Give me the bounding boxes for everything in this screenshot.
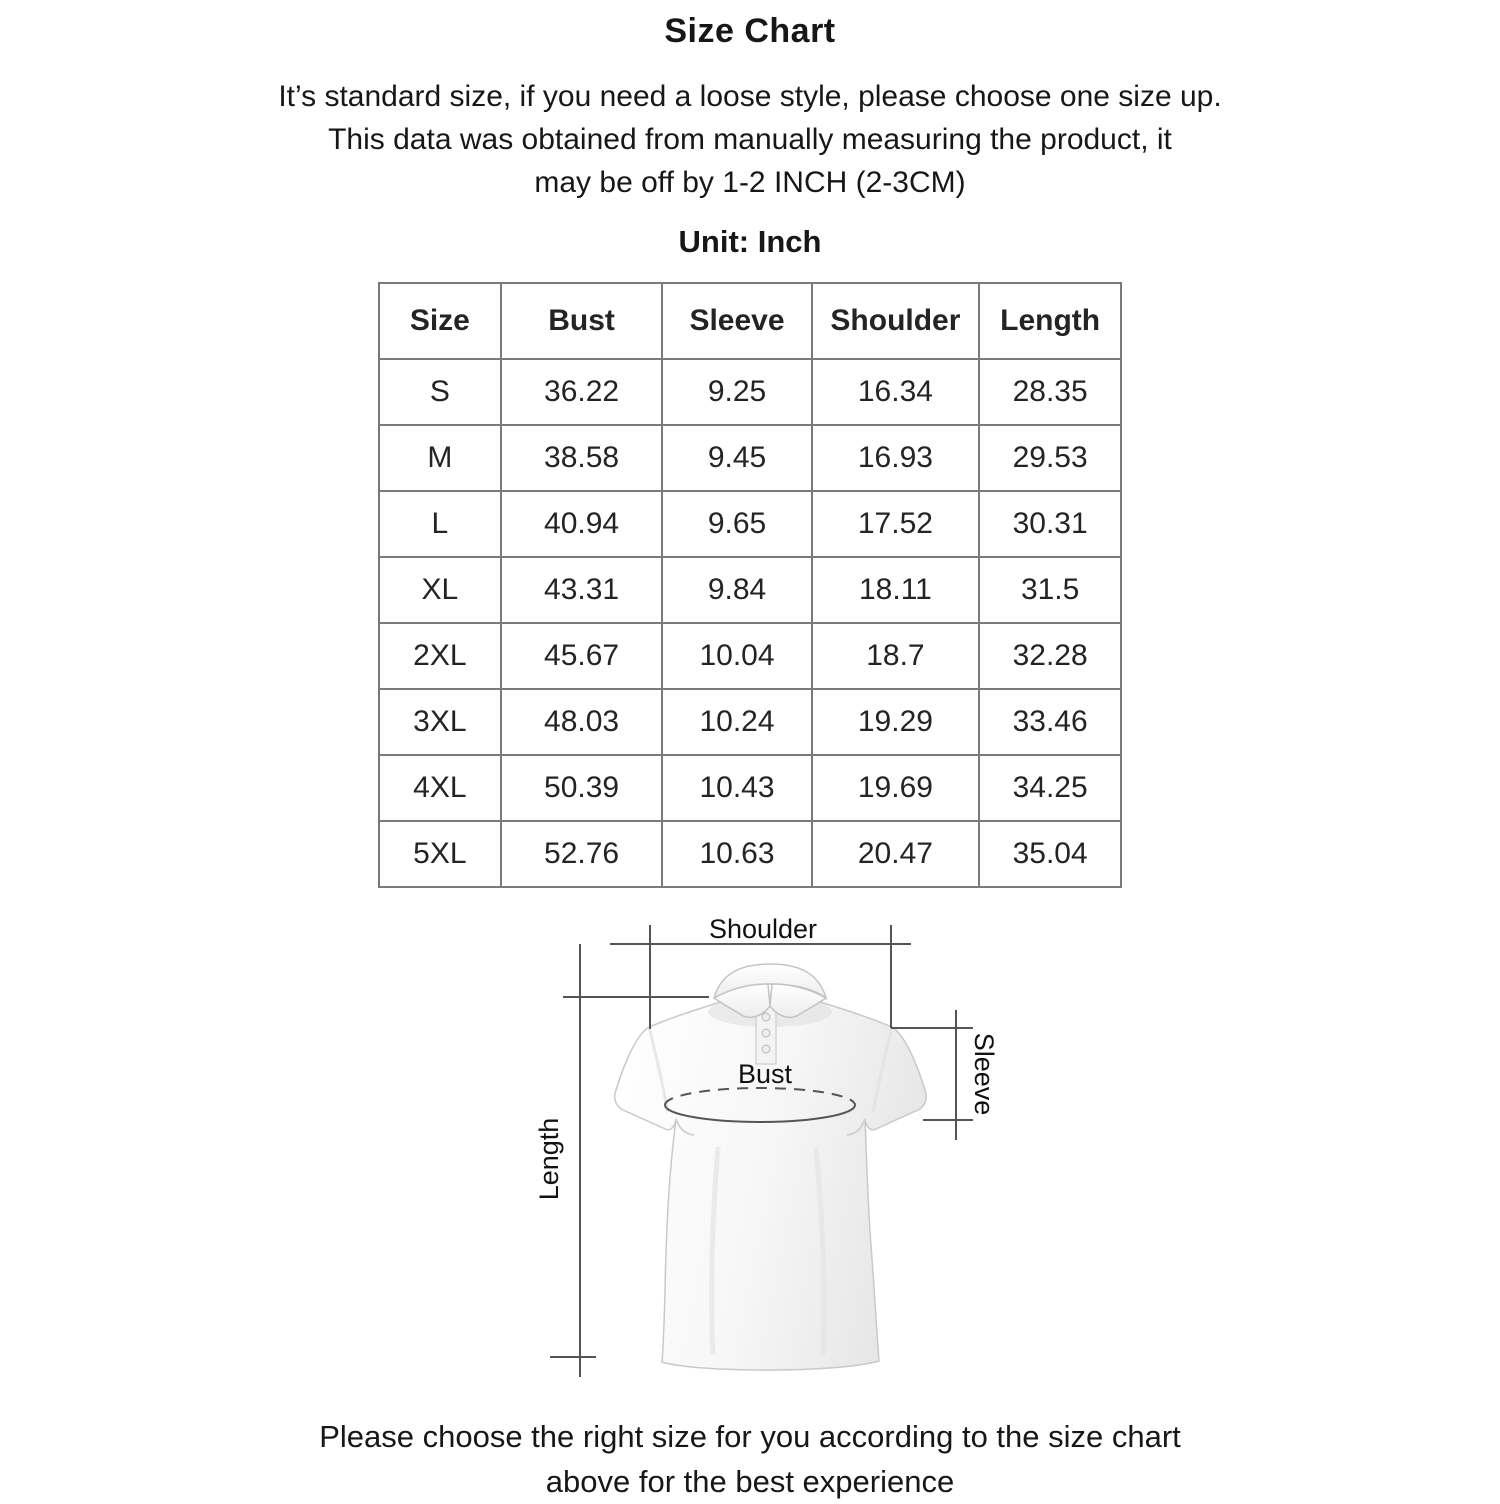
column-header: Bust [501,283,663,359]
disclaimer-line-3: may be off by 1-2 INCH (2-3CM) [534,166,966,199]
table-row [379,755,1121,821]
measurement-cell: 31.5 [979,557,1121,623]
column-header: Size [379,283,501,359]
size-cell: 5XL [379,821,501,887]
table-row [379,425,1121,491]
measurement-cell: 34.25 [979,755,1121,821]
shoulder-label: Shoulder [708,914,818,944]
measurement-cell: 10.43 [662,755,811,821]
measurement-cell: 33.46 [979,689,1121,755]
measurement-cell: 19.29 [812,689,980,755]
length-label: Length [534,1117,564,1201]
measurement-cell: 10.04 [662,623,811,689]
measurement-cell: 18.7 [812,623,980,689]
size-cell: 3XL [379,689,501,755]
advice-line-1: Please choose the right size for you according to the size chart [319,1419,1181,1454]
disclaimer-line-1: It’s standard size, if you need a loose style, please choose one size up. [278,80,1222,113]
measurement-cell: 48.03 [501,689,663,755]
column-header: Shoulder [812,283,980,359]
placket-button [762,1045,770,1053]
measurement-cell: 9.84 [662,557,811,623]
size-cell: M [379,425,501,491]
advice-line-2: above for the best experience [545,1464,955,1499]
measurement-cell: 9.45 [662,425,811,491]
measurement-cell: 43.31 [501,557,663,623]
size-cell: 4XL [379,755,501,821]
measurement-cell: 16.93 [812,425,980,491]
measurement-cell: 36.22 [501,359,663,425]
column-header: Sleeve [662,283,811,359]
measurement-diagram [0,902,1500,1388]
placket-button [762,1013,770,1021]
measurement-cell: 10.63 [662,821,811,887]
polo-shirt-illustration [518,902,1018,1388]
size-table-body [379,359,1121,887]
measurement-cell: 18.11 [812,557,980,623]
table-row [379,359,1121,425]
table-row [379,821,1121,887]
size-disclaimer [0,75,1500,204]
size-table [378,282,1122,888]
size-cell: L [379,491,501,557]
measurement-cell: 50.39 [501,755,663,821]
table-row [379,689,1121,755]
table-row [379,491,1121,557]
measurement-cell: 38.58 [501,425,663,491]
measurement-cell: 16.34 [812,359,980,425]
size-cell: XL [379,557,501,623]
size-advice [0,1414,1500,1504]
table-row [379,623,1121,689]
measurement-cell: 20.47 [812,821,980,887]
measurement-cell: 9.25 [662,359,811,425]
placket-button [762,1029,770,1037]
measurement-cell: 29.53 [979,425,1121,491]
measurement-cell: 30.31 [979,491,1121,557]
unit-label: Unit: Inch [678,224,822,259]
measurement-cell: 19.69 [812,755,980,821]
disclaimer-line-2: This data was obtained from manually measuring the product, it [328,123,1172,156]
measurement-cell: 52.76 [501,821,663,887]
size-cell: 2XL [379,623,501,689]
table-row [379,557,1121,623]
size-cell: S [379,359,501,425]
page-title: Size Chart [664,12,836,50]
measurement-cell: 9.65 [662,491,811,557]
measurement-cell: 10.24 [662,689,811,755]
measurement-cell: 17.52 [812,491,980,557]
measurement-cell: 28.35 [979,359,1121,425]
bust-label: Bust [737,1059,793,1089]
size-table-header-row [379,283,1121,359]
column-header: Length [979,283,1121,359]
measurement-cell: 45.67 [501,623,663,689]
measurement-cell: 32.28 [979,623,1121,689]
measurement-cell: 40.94 [501,491,663,557]
sleeve-label: Sleeve [969,1032,999,1116]
measurement-cell: 35.04 [979,821,1121,887]
